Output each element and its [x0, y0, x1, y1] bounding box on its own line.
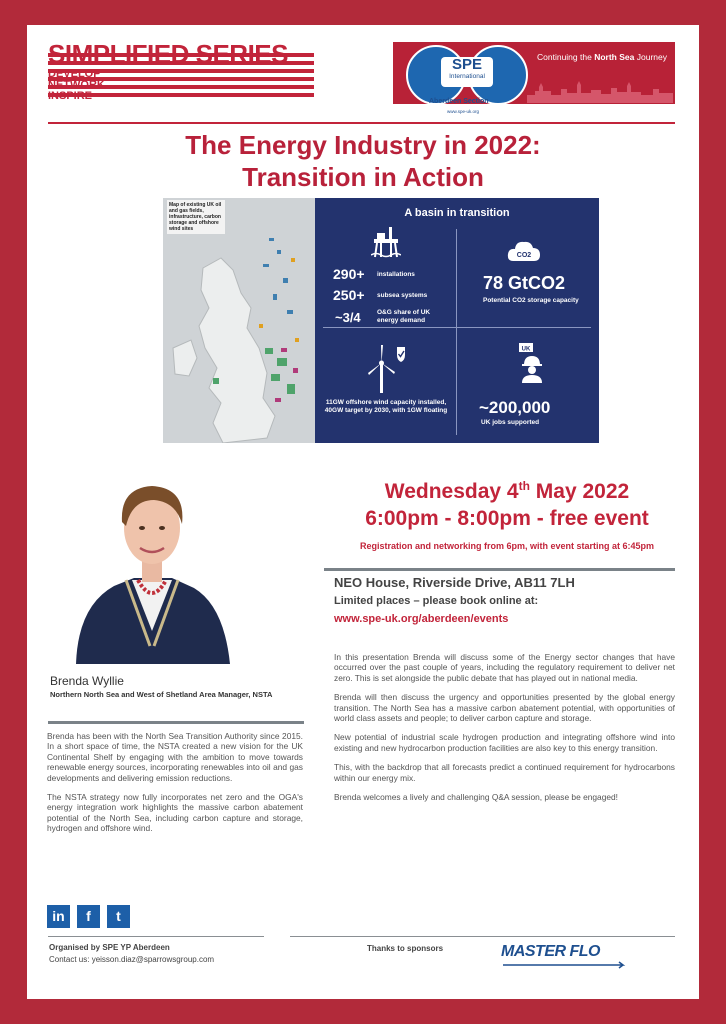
tagline-bold: North Sea: [594, 52, 635, 62]
title-line-2: Transition in Action: [242, 162, 484, 192]
speaker-photo: [54, 456, 234, 664]
facebook-icon[interactable]: f: [77, 905, 100, 928]
series-word: NETWORK: [48, 79, 105, 91]
description-paragraph: Brenda will then discuss the urgency and opportunities presented by the global energy transition. The North Sea has a massive carbon abatement potential, with opportunities of world class assets and people; to deliver carbon capture and storage.: [334, 692, 675, 724]
map-caption: Map of existing UK oil and gas fields, infrastructure, carbon storage and offshore wind sites: [167, 200, 225, 234]
spe-logo-plate: [441, 57, 493, 87]
organiser: Organised by SPE YP Aberdeen: [49, 943, 170, 952]
linkedin-icon[interactable]: in: [47, 905, 70, 928]
series-word: DEVELOP: [48, 68, 101, 80]
series-title: SIMPLIFIED SERIES: [48, 39, 288, 69]
social-links: [47, 905, 137, 928]
uk-map-icon: [163, 198, 315, 443]
spe-section-name: Aberdeen Section: [429, 98, 489, 105]
booking-link[interactable]: www.spe-uk.org/aberdeen/events: [334, 613, 509, 625]
jobs-label: UK jobs supported: [481, 419, 540, 426]
registration-note: Registration and networking from 6pm, with event starting at 6:45pm: [359, 541, 655, 551]
uk-worker-icon: [517, 343, 547, 383]
stat-share-value: ~3/4: [335, 310, 361, 325]
event-date: [317, 473, 697, 505]
stat-share-label: O&G share of UK energy demand: [377, 309, 431, 324]
co2-value: 78 GtCO2: [483, 273, 566, 293]
stat-installations-value: 290+: [333, 266, 365, 282]
oil-platform-icon: [371, 225, 401, 259]
wind-label: 11GW offshore wind capacity installed, 40GW target by 2030, with 1GW floating: [324, 399, 448, 414]
series-words: [48, 69, 105, 102]
stat-subsea-value: 250+: [333, 287, 365, 303]
booking-note: Limited places – please book online at:: [334, 595, 539, 607]
tagline-prefix: Continuing the: [537, 52, 592, 62]
venue: NEO House, Riverside Drive, AB11 7LH: [334, 575, 575, 590]
venue-divider: [324, 568, 675, 571]
event-description: [334, 652, 675, 811]
infographic-divider-horizontal: [323, 327, 591, 328]
event-title: [27, 129, 699, 193]
sponsor-underline-icon: [503, 961, 633, 969]
wind-turbine-icon: [367, 343, 411, 395]
sponsors-heading: Thanks to sponsors: [367, 944, 444, 953]
bio-paragraph: Brenda has been with the North Sea Transition Authority since 2015. In a short space of time, the NSTA created a new vision for the UK Continental Shelf by engaging with the ambition to move towards renewable energy sources, incorporating renewables into oil and gas developments and delivering emission reductions.: [47, 731, 303, 783]
spe-logo-text: SPE: [451, 56, 482, 73]
contact-email[interactable]: Contact us: yeisson.diaz@sparrowsgroup.com: [49, 955, 215, 964]
footer-divider-left: [48, 936, 264, 937]
event-time: 6:00pm - 8:00pm - free event: [365, 507, 649, 530]
co2-label: Potential CO2 storage capacity: [483, 297, 579, 304]
jobs-value: ~200,000: [479, 398, 551, 417]
footer-divider-right: [290, 936, 675, 937]
co2-cloud-icon: [507, 237, 541, 267]
sponsor-logo: MASTER FLO: [501, 943, 600, 960]
speaker-divider: [48, 721, 304, 724]
event-datetime: [317, 473, 697, 532]
speaker-portrait-icon: [54, 456, 234, 664]
stat-installations-label: installations: [377, 271, 415, 278]
flyer-page: [27, 25, 699, 999]
date-day: Wednesday 4: [384, 480, 519, 503]
uk-energy-map: [163, 198, 315, 443]
speaker-bio: [47, 731, 303, 843]
speaker-name: Brenda Wyllie: [50, 674, 124, 688]
bio-paragraph: The NSTA strategy now fully incorporates net zero and the OGA's energy integration work highlights the massive carbon abatement potential of the North Sea, including carbon capture and storage, hydrogen and offshore wind.: [47, 792, 303, 834]
series-word: INSPIRE: [48, 90, 93, 102]
speaker-role: Northern North Sea and West of Shetland Area Manager, NSTA: [50, 690, 273, 699]
date-ordinal: th: [518, 479, 530, 493]
header-divider: [48, 122, 675, 124]
title-line-1: The Energy Industry in 2022:: [185, 130, 541, 160]
description-paragraph: New potential of industrial scale hydrogen production and integrating offshore wind into existing and new hydrocarbon production facilities are also key to this energy transition.: [334, 732, 675, 753]
co2-icon-label: CO2: [516, 252, 532, 259]
spe-url: www.spe-uk.org: [447, 109, 480, 114]
description-paragraph: In this presentation Brenda will discuss some of the Energy sector changes that have occurred over the past couple of years, including the regulatory requirement to deliver net zero. This is set alongside the public debate that has played out in national media.: [334, 652, 675, 683]
twitter-icon[interactable]: t: [107, 905, 130, 928]
infographic-divider-vertical: [456, 229, 457, 435]
stat-subsea-label: subsea systems: [377, 292, 428, 299]
description-paragraph: Brenda welcomes a lively and challenging Q&A session, please be engaged!: [334, 792, 619, 803]
spe-logo-sub: International: [449, 73, 485, 80]
uk-icon-label: UK: [521, 346, 531, 353]
infographic-heading: A basin in transition: [404, 207, 510, 219]
tagline-suffix: Journey: [636, 52, 667, 62]
date-month-year: May 2022: [529, 480, 630, 503]
spe-tagline: [537, 52, 667, 62]
description-paragraph: This, with the backdrop that all forecasts predict a continued requirement for hydrocarbons within our energy mix.: [334, 762, 675, 783]
aberdeen-skyline-icon: [527, 79, 673, 103]
